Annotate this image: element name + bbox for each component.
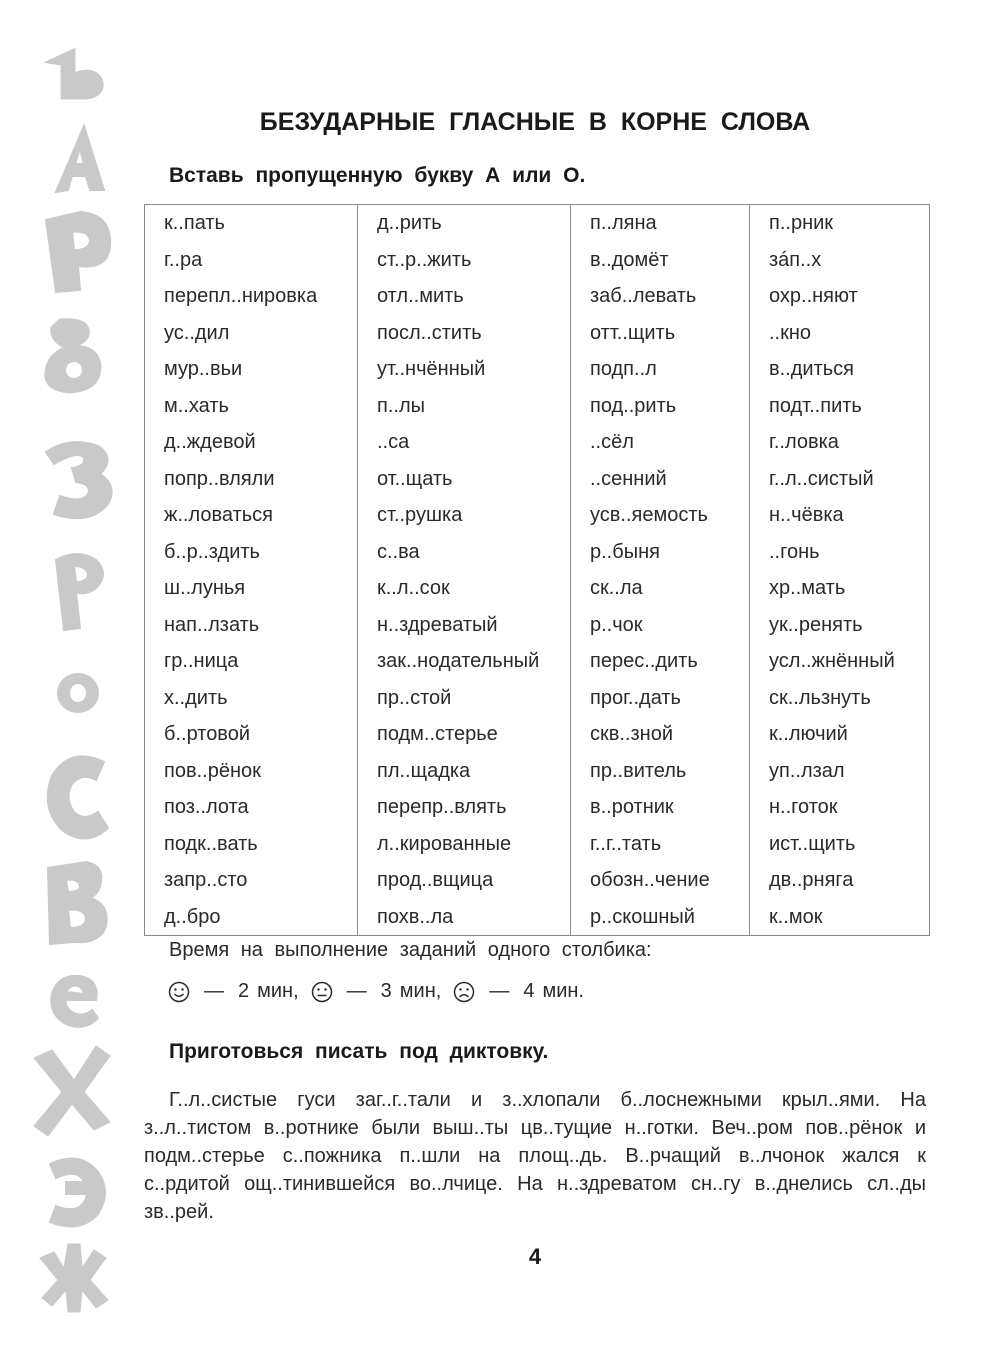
word-item: ук..ренять: [769, 613, 863, 636]
word-item: уп..лзал: [769, 759, 845, 782]
letter-z-icon: [46, 442, 112, 518]
word-item: подк..вать: [164, 832, 258, 855]
word-item: охр..няют: [769, 285, 858, 307]
smiley-happy-icon: [168, 981, 190, 1003]
word-item: отл..мить: [377, 285, 464, 307]
column-2: [358, 205, 571, 936]
word-item: отт..щить: [590, 321, 676, 344]
word-item: ..сёл: [590, 431, 634, 453]
word-item: ус..дил: [164, 321, 230, 344]
word-item: б..ртовой: [164, 723, 251, 745]
word-item: г..г..тать: [590, 832, 662, 855]
time-sad-value: 4: [523, 980, 535, 1002]
word-item: хр..мать: [769, 577, 846, 599]
word-item: п..лы: [377, 394, 425, 417]
letter-hard-sign-icon: [48, 50, 102, 98]
word-item: х..дить: [164, 686, 228, 709]
column-4: [750, 205, 930, 936]
word-item: к..л..сок: [377, 577, 450, 599]
word-item: усл..жнённый: [769, 650, 895, 672]
word-item: к..лючий: [769, 723, 848, 745]
dash: —: [204, 980, 224, 1002]
letter-r-small-icon: [56, 554, 103, 630]
time-scale: [168, 980, 596, 1003]
column-3: [571, 205, 750, 936]
time-neutral-value: 3: [380, 980, 392, 1002]
word-item: н..чёвка: [769, 504, 844, 526]
letter-e-icon: [51, 976, 98, 1027]
word-item: попр..вляли: [164, 467, 275, 490]
letter-kh-icon: [34, 1046, 110, 1136]
time-unit: мин,: [399, 980, 442, 1002]
word-item: р..быня: [590, 540, 660, 563]
word-table: [144, 204, 930, 936]
word-item: прог..дать: [590, 686, 681, 709]
word-item: р..скошный: [590, 905, 695, 928]
dictation-paragraph: Г..л..систые гуси заг..г..тали и з..хлопали б..лоснежными крыл..ями. На з..л..тистом в..ротнике были выш..ты цв..тущие н..готки. Веч..ром пов..рёнок и подм..стерье с..пожника п..шли на площ..дь. В..рчащий в..лчонок жался к с..рдитой ощ..тинившейся во..лчице. На н..здреватом сн..гу в..днелись сл..ды зв..рей.: [144, 1089, 926, 1223]
word-item: н..готок: [769, 796, 838, 818]
word-item: д..бро: [164, 905, 221, 928]
page-title: БЕЗУДАРНЫЕ ГЛАСНЫЕ В КОРНЕ СЛОВА: [259, 108, 811, 136]
word-item: под..рить: [590, 394, 677, 417]
word-item: ск..ла: [590, 577, 643, 599]
word-item: мур..вьи: [164, 358, 243, 380]
dash: —: [346, 980, 367, 1002]
word-item: ст..рушка: [377, 504, 463, 526]
word-item: с..ва: [377, 540, 420, 563]
dictation-text: [144, 1086, 926, 1226]
letter-ve-icon: [48, 862, 107, 944]
word-item: н..здреватый: [377, 613, 498, 636]
letter-a-icon: [56, 126, 104, 192]
word-item: зак..нодательный: [377, 650, 540, 672]
column-1: [145, 205, 358, 936]
word-item: д..ждевой: [164, 431, 256, 453]
word-item: г..ловка: [769, 431, 839, 453]
word-item: перепр..влять: [377, 796, 507, 818]
page-number: 4: [528, 1244, 542, 1269]
word-item: подт..пить: [769, 394, 862, 417]
word-item: м..хать: [164, 394, 229, 417]
dash: —: [489, 980, 510, 1002]
letter-o-icon: [58, 674, 98, 712]
word-item: к..мок: [769, 905, 823, 928]
word-item: от..щать: [377, 467, 453, 490]
word-item: пр..витель: [590, 759, 687, 782]
word-item: в..ротник: [590, 796, 674, 818]
word-item: в..диться: [769, 358, 854, 380]
word-item: ..кно: [769, 321, 812, 344]
word-item: зáп..х: [769, 248, 822, 271]
word-item: перес..дить: [590, 650, 698, 672]
word-item: л..кированные: [377, 832, 512, 855]
time-note: Время на выполнение заданий одного столбика:: [169, 939, 652, 961]
word-item: г..л..систый: [769, 467, 874, 490]
letter-eh-icon: [50, 1159, 105, 1227]
task-instruction-fill-letter: Вставь пропущенную букву А или О.: [169, 164, 586, 187]
word-item: р..чок: [590, 613, 643, 636]
word-item: ..гонь: [769, 540, 820, 563]
word-item: д..рить: [377, 212, 442, 234]
word-item: к..пать: [164, 212, 225, 234]
word-item: усв..яемость: [590, 504, 708, 526]
word-item: ..сенний: [590, 467, 667, 490]
time-unit: мин,: [257, 980, 299, 1002]
word-item: дв..рняга: [769, 869, 854, 891]
letter-r-icon: [46, 212, 110, 292]
word-item: похв..ла: [377, 905, 454, 928]
word-item: поз..лота: [164, 796, 249, 818]
word-item: посл..стить: [377, 321, 482, 344]
word-item: в..домёт: [590, 248, 669, 271]
word-item: б..р..здить: [164, 540, 260, 563]
smiley-neutral-icon: [311, 981, 333, 1003]
word-item: заб..левать: [590, 285, 697, 307]
letter-v-icon: [46, 320, 100, 392]
word-item: г..ра: [164, 248, 203, 271]
word-item: пл..щадка: [377, 759, 471, 782]
word-item: пов..рёнок: [164, 759, 261, 782]
table-row: [145, 205, 930, 936]
time-happy-value: 2: [238, 980, 250, 1002]
word-item: подп..л: [590, 358, 657, 380]
task-instruction-dictation: Приготовься писать под диктовку.: [169, 1040, 549, 1063]
word-item: п..ляна: [590, 212, 657, 234]
word-item: запр..сто: [164, 869, 248, 891]
word-item: ..са: [377, 431, 410, 453]
word-item: подм..стерье: [377, 723, 498, 745]
word-item: скв..зной: [590, 723, 673, 745]
word-item: ут..нчённый: [377, 358, 486, 380]
word-item: перепл..нировка: [164, 285, 318, 307]
word-item: пр..стой: [377, 686, 452, 709]
word-item: ист..щить: [769, 832, 856, 855]
word-item: гр..ница: [164, 650, 239, 672]
letter-s-icon: [48, 756, 108, 838]
word-item: ж..ловаться: [164, 504, 274, 526]
word-item: обозн..чение: [590, 869, 710, 891]
smiley-sad-icon: [453, 981, 475, 1003]
word-item: ш..лунья: [164, 577, 246, 599]
word-item: п..рник: [769, 212, 834, 234]
time-unit-last: мин.: [542, 980, 584, 1002]
decorative-alphabet-strip: [0, 0, 135, 1349]
word-item: нап..лзать: [164, 613, 260, 636]
word-item: ск..льзнуть: [769, 686, 871, 709]
word-item: ст..р..жить: [377, 248, 472, 271]
word-item: прод..вщица: [377, 869, 494, 891]
